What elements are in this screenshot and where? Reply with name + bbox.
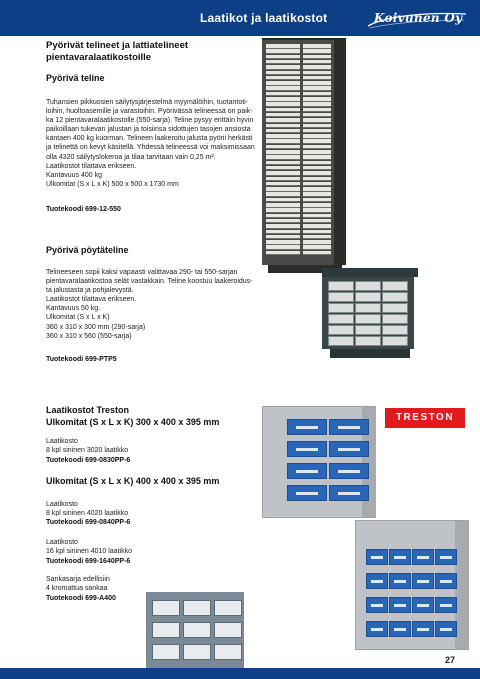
rack-bin	[303, 113, 331, 118]
rack-bin	[266, 86, 300, 91]
rack-bin	[303, 129, 331, 134]
item3-product-code: Tuotekoodi 699-1640PP-6	[46, 558, 131, 565]
rack-bin	[303, 145, 331, 150]
rack-bin	[303, 177, 331, 182]
table-rack-bin	[355, 292, 381, 302]
section3-heading	[46, 404, 219, 428]
table-rack-bin	[382, 292, 408, 302]
table-rack-bin	[328, 325, 354, 335]
rack-bin	[303, 235, 331, 240]
rack-bin	[303, 76, 331, 81]
rack-bin	[266, 171, 300, 176]
rack-bin	[266, 203, 300, 208]
cabinet-drawer	[152, 622, 180, 638]
heading-line: pientavaralaatikostoille	[46, 52, 152, 63]
rack-bin	[303, 102, 331, 107]
item3-text	[46, 538, 132, 556]
rack-bin	[303, 139, 331, 144]
rack-bin	[266, 113, 300, 118]
table-rack-bin	[355, 325, 381, 335]
body-line: Tuhansien pikkuosien säilytysjärjestelmä myymälöihin, tuotantoti-	[46, 99, 249, 106]
rack-bin	[266, 97, 300, 102]
table-rack-top	[322, 268, 418, 277]
cabinet-drawer	[366, 621, 388, 637]
treston-cabinet-large-image	[355, 520, 469, 650]
rack-bin	[266, 134, 300, 139]
table-rack-bin	[328, 292, 354, 302]
body-line: Telineeseen sopii kaksi vapaasti valittavaa 290- tai 550-sarjan	[46, 269, 238, 276]
body-line: Kantavuus 400 kg	[46, 171, 103, 179]
table-rack-bin	[328, 314, 354, 324]
cabinet-drawer	[329, 419, 369, 435]
cabinet-drawer	[435, 573, 457, 589]
rack-bin	[266, 76, 300, 81]
rotating-rack-image	[262, 40, 346, 265]
cabinet-drawer	[287, 463, 327, 479]
cabinet-drawers-photo	[146, 592, 244, 668]
rack-bin	[266, 65, 300, 70]
body-line: ka 12 pientavaralaatikostolle (550-sarja). Teline pysyy erittäin hyvin	[46, 117, 254, 125]
section2-subheading: Pyörivä pöytäteline	[46, 245, 129, 255]
section3-heading2: Ulkomitat (S x L x K) 400 x 400 x 395 mm	[46, 476, 220, 486]
rack-bin	[303, 124, 331, 129]
rack-bin	[303, 71, 331, 76]
rack-bin	[303, 166, 331, 171]
table-rack-bin	[355, 303, 381, 313]
cabinet-drawer	[412, 597, 434, 613]
header-title: Laatikot ja laatikostot	[200, 11, 328, 25]
rack-bin	[303, 60, 331, 65]
table-rack-body	[322, 277, 414, 349]
rack-bin	[303, 92, 331, 97]
heading-line: Laatikostot Treston	[46, 405, 130, 415]
rack-bin	[303, 108, 331, 113]
section2-product-code: Tuotekoodi 699-PTP5	[46, 356, 117, 363]
rack-bin	[303, 49, 331, 54]
rack-bin	[303, 192, 331, 197]
table-rack-bin	[382, 325, 408, 335]
rack-bin	[266, 139, 300, 144]
treston-cabinet-small-image	[262, 406, 376, 518]
item4-product-code: Tuotekoodi 699-A400	[46, 595, 116, 602]
page-footer	[0, 668, 480, 679]
rack-bin	[303, 203, 331, 208]
body-line: Laatikostot tilattava erikseen.	[46, 162, 137, 170]
rack-bin	[266, 230, 300, 235]
table-rack-bin	[382, 281, 408, 291]
rack-bin	[266, 166, 300, 171]
table-rack-base	[330, 349, 410, 358]
rack-bin	[266, 81, 300, 86]
rack-bin	[266, 118, 300, 123]
rack-bin	[266, 219, 300, 224]
rack-bin	[266, 251, 300, 256]
rack-bin	[266, 155, 300, 160]
rack-bin	[266, 182, 300, 187]
rack-bin	[303, 245, 331, 250]
rack-bin	[266, 214, 300, 219]
rack-bin	[266, 192, 300, 197]
rack-bin	[266, 187, 300, 192]
rack-bin-column	[266, 44, 300, 258]
rack-bin	[303, 187, 331, 192]
rack-bin	[303, 118, 331, 123]
cabinet-drawer	[435, 549, 457, 565]
rack-bin	[266, 92, 300, 97]
cabinet-drawer	[329, 441, 369, 457]
rack-bin	[303, 44, 331, 49]
body-line: 360 x 310 x 560 (550-sarja)	[46, 332, 132, 340]
body-line: kantaen 400 kg kuorman. Telineen laakeroitu jalusta pyörii herkästi	[46, 135, 253, 143]
rack-bin	[303, 161, 331, 166]
rack-bin	[266, 161, 300, 166]
body-line: olla 4320 säilytyslokeroa ja tilaa tarvitaan vain 0,25 m².	[46, 153, 216, 161]
item-line: 16 kpl sininen 4010 laatikko	[46, 548, 133, 556]
section1-subheading: Pyörivä teline	[46, 73, 105, 83]
rack-bin	[303, 240, 331, 245]
rack-bin	[266, 71, 300, 76]
cabinet-drawer	[329, 463, 369, 479]
rack-bin	[266, 240, 300, 245]
cabinet-drawer	[366, 573, 388, 589]
body-line: paikoillaan tukevan jalustan ja toisiinsa sidottujen tasojen ansiosta	[46, 126, 251, 134]
rack-bin	[303, 224, 331, 229]
table-rack-bin	[382, 336, 408, 346]
heading-line: Ulkomitat (S x L x K) 300 x 400 x 395 mm	[46, 417, 220, 427]
body-line: pientavaralaatikostoa selät vastakkain. Teline koostuu laakeroidus-	[46, 278, 253, 286]
rack-bin	[266, 235, 300, 240]
item2-product-code: Tuotekoodi 699-0840PP-6	[46, 519, 131, 526]
rack-bin	[303, 55, 331, 60]
cabinet-drawer	[435, 597, 457, 613]
rack-bin	[266, 102, 300, 107]
rack-shade	[334, 40, 346, 265]
section1-body	[46, 98, 255, 189]
item-line: Sankasarja edellisiin	[46, 576, 110, 583]
section1-product-code: Tuotekoodi 699-12-550	[46, 206, 121, 213]
cabinet-drawer	[412, 549, 434, 565]
cabinet-drawer	[183, 600, 211, 616]
item-line: 8 kpl sininen 3020 laatikko	[46, 447, 129, 455]
body-line: loihin, huoltoasemille ja varastoihin. Pyörivässä telineessä on paik-	[46, 108, 253, 116]
cabinet-drawer	[366, 549, 388, 565]
rack-bin	[303, 251, 331, 256]
body-line: ja telinettä on kevyt käsitellä. Yhdessä telineessä voi maksimissaan	[46, 144, 255, 152]
cabinet-drawer	[152, 644, 180, 660]
cabinet-drawer	[366, 597, 388, 613]
rack-bin-column	[303, 44, 331, 258]
rack-bin	[303, 198, 331, 203]
item4-text	[46, 575, 110, 593]
table-rack-bin	[355, 336, 381, 346]
rack-bin	[303, 208, 331, 213]
item-line: 4 kromattua sankaa	[46, 585, 108, 593]
item1-text	[46, 437, 128, 455]
rack-bin	[303, 97, 331, 102]
cabinet-drawer	[329, 485, 369, 501]
cabinet-drawer	[412, 573, 434, 589]
rack-bin	[266, 177, 300, 182]
item2-text	[46, 500, 128, 518]
item-line: 8 kpl sininen 4020 laatikko	[46, 510, 129, 518]
rack-bin	[303, 171, 331, 176]
rack-bin	[266, 108, 300, 113]
item-line: Laatikosto	[46, 501, 78, 508]
cabinet-drawer	[389, 597, 411, 613]
rack-bin	[266, 198, 300, 203]
body-line: Kantavuus 50 kg.	[46, 305, 101, 313]
cabinet-drawer	[214, 622, 242, 638]
item1-product-code: Tuotekoodi 699-0830PP-6	[46, 457, 131, 464]
body-line: Ulkomitat (S x L x K)	[46, 314, 110, 322]
rack-bin	[266, 49, 300, 54]
cabinet-drawer	[183, 644, 211, 660]
rack-bin	[266, 245, 300, 250]
page-header	[0, 0, 480, 36]
rack-bin	[266, 129, 300, 134]
rack-bin	[303, 214, 331, 219]
cabinet-drawer	[152, 600, 180, 616]
rack-bin	[266, 224, 300, 229]
rack-bin	[266, 145, 300, 150]
treston-logo: TRESTON	[385, 408, 465, 428]
body-line: Laatikostot tilattava erikseen.	[46, 296, 137, 304]
rack-bin	[266, 44, 300, 49]
cabinet-drawer	[287, 419, 327, 435]
section2-body	[46, 268, 253, 341]
table-rack-bin	[382, 314, 408, 324]
rack-bin	[303, 182, 331, 187]
company-logo	[366, 8, 468, 30]
cabinet-drawer	[435, 621, 457, 637]
table-rack-bin	[355, 314, 381, 324]
rack-bin	[303, 230, 331, 235]
rack-bin	[303, 65, 331, 70]
cabinet-drawer	[389, 573, 411, 589]
cabinet-drawer	[389, 621, 411, 637]
rack-bin	[303, 86, 331, 91]
section1-heading	[46, 40, 188, 64]
rack-bin	[266, 124, 300, 129]
rack-bin	[303, 81, 331, 86]
table-rack-bin	[328, 281, 354, 291]
cabinet-drawer	[287, 441, 327, 457]
table-rack-bin	[328, 336, 354, 346]
rack-bin	[303, 155, 331, 160]
cabinet-drawer	[183, 622, 211, 638]
table-rack-bin	[382, 303, 408, 313]
page-number: 27	[445, 655, 456, 665]
body-line: Ulkomitat (S x L x K) 500 x 500 x 1730 mm	[46, 180, 179, 188]
body-line: ta jalustasta ja pohjalevystä.	[46, 287, 134, 295]
cabinet-side	[455, 521, 469, 649]
cabinet-drawer	[412, 621, 434, 637]
cabinet-drawer	[287, 485, 327, 501]
cabinet-drawer	[389, 549, 411, 565]
table-rack-image	[322, 268, 418, 358]
cabinet-drawer	[214, 644, 242, 660]
heading-line: Pyörivät telineet ja lattiatelineet	[46, 40, 189, 51]
item-line: Laatikosto	[46, 438, 78, 445]
table-rack-bin	[355, 281, 381, 291]
rack-bin	[266, 60, 300, 65]
rack-bin	[266, 55, 300, 60]
body-line: 360 x 310 x 300 mm (290-sarja)	[46, 323, 146, 331]
rack-bin	[303, 219, 331, 224]
logo-text: Koivunen Oy	[374, 11, 463, 25]
cabinet-drawer	[214, 600, 242, 616]
item-line: Laatikosto	[46, 539, 78, 546]
table-rack-bin	[328, 303, 354, 313]
rack-bin	[266, 208, 300, 213]
rack-bin	[303, 134, 331, 139]
rack-bin	[266, 150, 300, 155]
rack-bin	[303, 150, 331, 155]
